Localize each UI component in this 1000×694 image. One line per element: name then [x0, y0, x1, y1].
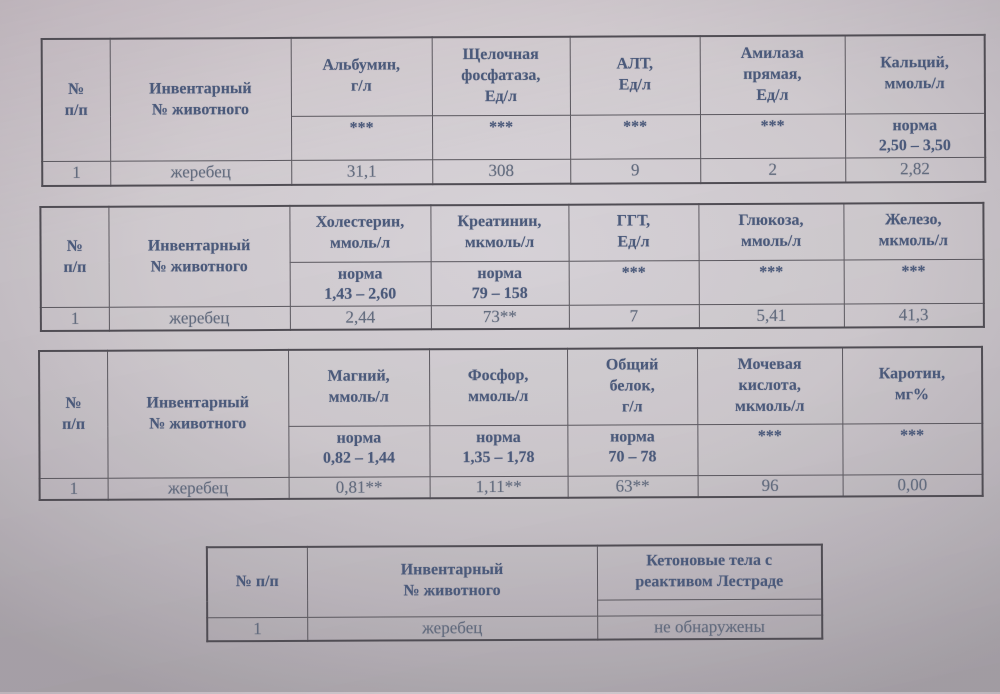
table-row	[40, 474, 983, 500]
norm-cell: ***	[569, 260, 699, 305]
value-cell: 2,82	[845, 157, 985, 182]
num-header-cell: № п/п	[42, 39, 111, 162]
value-cell: 2	[700, 158, 845, 183]
analyte-header-albumin: Альбумин, г/л	[291, 37, 432, 116]
value-cell: 96	[698, 475, 843, 497]
value-cell: не обнаружены	[597, 615, 822, 640]
value-cell: 1,11**	[430, 476, 568, 498]
norm-cell: ***	[844, 259, 984, 304]
analyte-header-alkaline-phosphatase: Щелочная фосфатаза, Ед/л	[432, 37, 570, 116]
blood-chemistry-table-1	[41, 34, 987, 187]
analyte-header-iron: Железо, мкмоль/л	[843, 203, 983, 260]
norm-cell: норма 79 – 158	[431, 261, 569, 306]
blood-chemistry-table-3	[38, 346, 984, 501]
value-cell: 2,44	[290, 306, 431, 330]
analyte-header-uric-acid: Мочевая кислота, мкмоль/л	[697, 348, 842, 425]
num-header-cell: № п/п	[40, 207, 108, 308]
analyte-header-ggt: ГГТ, Ед/л	[568, 204, 698, 261]
value-cell: 31,1	[291, 160, 432, 185]
value-cell: 7	[569, 305, 699, 329]
norm-cell: норма 1,35 – 1,78	[429, 425, 567, 477]
norm-cell: ***	[700, 113, 845, 158]
num-header-cell: № п/п	[39, 351, 108, 478]
animal-header-cell: Инвентарный № животного	[110, 38, 292, 161]
value-cell: 308	[432, 159, 570, 184]
animal-cell: жеребец	[307, 616, 597, 641]
norm-cell: ***	[291, 115, 432, 160]
animal-header-cell: Инвентарный № животного	[107, 350, 289, 478]
analyte-header-phosphorus: Фосфор, ммоль/л	[429, 349, 567, 426]
analyte-header-calcium: Кальций, ммоль/л	[845, 35, 985, 114]
table-row	[41, 303, 984, 330]
animal-header-cell: Инвентарный № животного	[108, 206, 289, 307]
norm-cell: норма 70 – 78	[567, 424, 697, 476]
norm-cell: норма 0,82 – 1,44	[288, 425, 429, 477]
table-row	[42, 157, 985, 185]
num-header-cell: № п/п	[207, 547, 307, 617]
animal-cell: жеребец	[110, 161, 291, 186]
norm-cell: ***	[697, 424, 842, 476]
row-number-cell: 1	[207, 617, 307, 641]
row-number-cell: 1	[40, 478, 108, 500]
norm-cell: ***	[570, 114, 700, 159]
analyte-header-alt: АЛТ, Ед/л	[570, 36, 700, 115]
value-cell: 9	[570, 159, 700, 184]
value-cell: 73**	[431, 305, 569, 329]
row-number-cell: 1	[42, 161, 110, 185]
norm-cell: ***	[842, 423, 982, 475]
analyte-header-total-protein: Общий белок, г/л	[567, 348, 697, 425]
norm-cell-empty	[597, 599, 822, 616]
value-cell: 41,3	[844, 303, 984, 327]
row-number-cell: 1	[41, 307, 109, 330]
table-row	[207, 615, 822, 642]
analyte-header-cholesterol: Холестерин, ммоль/л	[289, 205, 430, 262]
value-cell: 5,41	[699, 304, 844, 328]
animal-header-cell: Инвентарный № животного	[307, 546, 597, 617]
analyte-header-amylase: Амилаза прямая, Ед/л	[700, 35, 845, 114]
norm-cell: норма 2,50 – 3,50	[845, 113, 985, 158]
value-cell: 63**	[568, 475, 698, 497]
blood-chemistry-table-2	[39, 202, 985, 332]
animal-cell: жеребец	[108, 477, 289, 499]
norm-cell: норма 1,43 – 2,60	[290, 261, 431, 306]
analyte-header-creatinine: Креатинин, мкмоль/л	[430, 205, 568, 262]
analyte-header-ketone-bodies: Кетоновые тела с реактивом Лестраде	[597, 545, 822, 600]
analyte-header-carotene: Каротин, мг%	[842, 347, 982, 424]
analyte-header-magnesium: Магний, ммоль/л	[288, 349, 429, 426]
ketone-bodies-table	[206, 544, 823, 643]
norm-cell: ***	[432, 115, 570, 160]
norm-cell: ***	[699, 259, 844, 304]
analyte-header-glucose: Глюкоза, ммоль/л	[698, 204, 843, 261]
value-cell: 0,81**	[289, 476, 430, 498]
value-cell: 0,00	[843, 474, 983, 496]
animal-cell: жеребец	[109, 307, 290, 331]
